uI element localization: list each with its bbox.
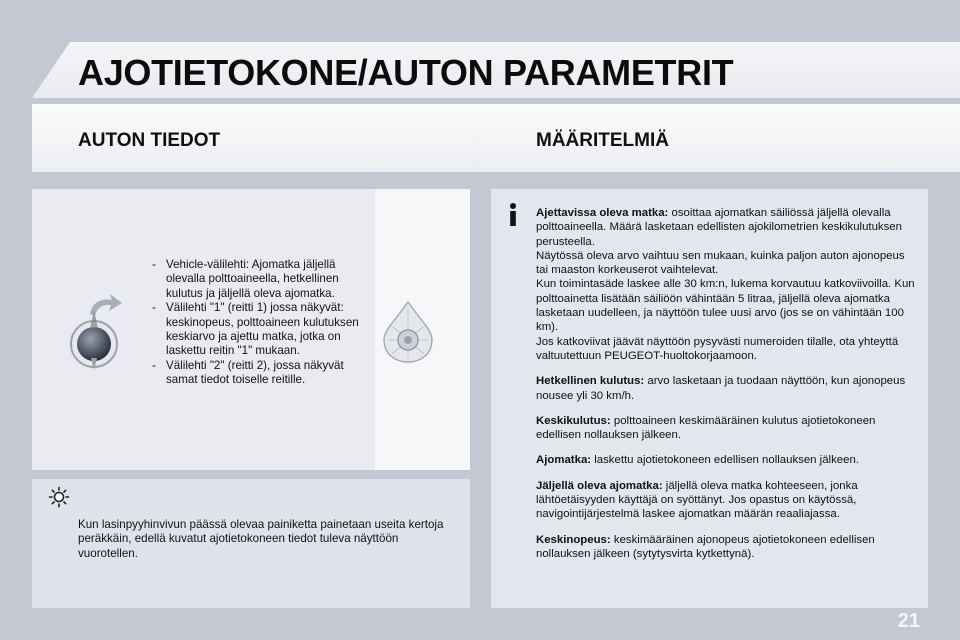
left-section-title: AUTON TIEDOT [78,130,221,151]
definitions-list [536,206,916,572]
definition-term: Keskinopeus: [536,533,611,546]
wiper-stalk-button-icon [62,292,132,377]
page-title: AJOTIETOKONE/AUTON PARAMETRIT [78,52,734,93]
list-item: - Välilehti "2" (reitti 2), jossa näkyvät samat tiedot toiselle reitille. [150,359,372,388]
definition-item [536,533,916,562]
list-item: - Vehicle-välilehti: Ajomatka jäljellä olevalla polttoaineella, hetkellinen kulutus ja jäljellä oleva ajomatka. [150,258,372,301]
definition-text: arvo lasketaan ja tuodaan näyttöön, kun ajonopeus nousee yli 30 km/h. [536,375,906,402]
definition-text: keskimääräinen ajonopeus ajotietokoneen edellisen nollauksen jälkeen (sytytysvirta kytkettynä). [536,533,875,560]
definition-text: laskettu ajotietokoneen edellisen nollauksen jälkeen. [591,454,859,467]
definition-term: Hetkellinen kulutus: [536,375,645,388]
tip-text: Kun lasinpyyhinvivun päässä olevaa painiketta painetaan useita kertoja peräkkäin, edellä kuvatut ajotietokoneen tiedot tuleva näyttöön vuorotellen. [78,518,444,560]
definition-extra: Kun toimintasäde laskee alle 30 km:n, lukema korvautuu katkoviivoilla. Kun polttoainetta lisätään säiliöön vähintään 5 litraa, jäljellä oleva ajomatka lasketaan uudelleen, ja näyttöön tulee uusi arvo (jos se on vähintään 100 km). [536,278,915,334]
definition-text: osoittaa ajomatkan säiliössä jäljellä olevalla polttoaineella. Määrä lasketaan edellisten ajokilometrien keskikulutuksen perusteella. [536,207,902,248]
definition-term: Ajomatka: [536,454,592,467]
definition-item [536,374,916,403]
definition-item [536,206,916,363]
info-icon [502,202,524,233]
list-item: - Välilehti "1" (reitti 1) jossa näkyvät: keskinopeus, polttoaineen kulutuksen keskiarvo ja ajettu matka, jotka on laskettu reitin "1" mukaan. [150,301,372,359]
definition-extra: Näytössä oleva arvo vaihtuu sen mukaan, kuinka paljon auton ajonopeus tai maaston korkeuserot vaihtelevat. [536,249,905,277]
stalk-end-icon [380,300,436,369]
definition-term: Ajettavissa oleva matka: [536,207,669,219]
definition-item [536,414,916,443]
definition-item [536,453,916,467]
page-number: 21 [897,610,920,632]
right-section-title: MÄÄRITELMIÄ [536,130,669,151]
definition-text: polttoaineen keskimääräinen kulutus ajotietokoneen edellisen nollauksen jälkeen. [536,414,876,442]
definition-item [536,479,916,522]
vehicle-info-list [150,258,372,388]
definition-term: Jäljellä oleva ajomatka: [536,479,663,492]
definition-term: Keskikulutus: [536,414,611,427]
tip-sun-icon [48,486,70,513]
definition-extra: Jos katkoviivat jäävät näyttöön pysyvästi numeroiden tilalle, ota yhteyttä valtuutettuun PEUGEOT-huoltokorjaamoon. [536,335,899,362]
definition-text: jäljellä oleva matka kohteeseen, jonka lähtöetäisyyden käyttäjä on syöttänyt. Jos opastus on käytössä, navigointijärjestelmä laskee ajomatkan määrän reaaliajassa. [536,479,858,521]
